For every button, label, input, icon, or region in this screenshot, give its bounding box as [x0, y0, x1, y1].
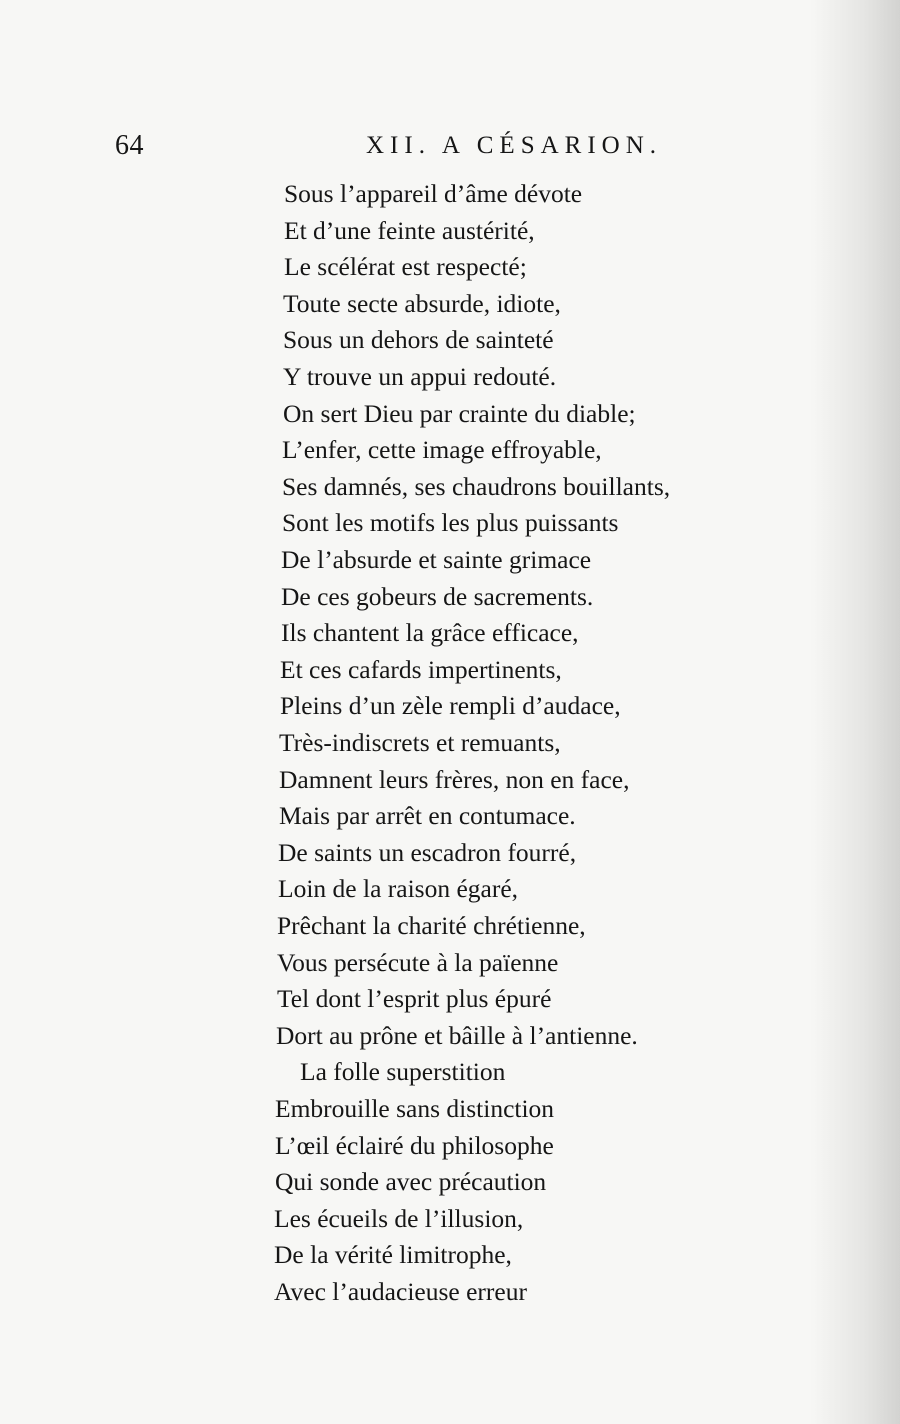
verse-line: L’enfer, cette image effroyable, — [282, 435, 602, 465]
verse-line: Et ces cafards impertinents, — [280, 654, 562, 684]
verse-line: Y trouve un appui redouté. — [283, 362, 557, 391]
verse-line: Dort au prône et bâille à l’antienne. — [276, 1020, 638, 1050]
verse-line: Sont les motifs les plus puissants — [282, 508, 619, 538]
verse-line: Vous persécute à la païenne — [277, 947, 559, 977]
verse-line: Pleins d’un zèle rempli d’audace, — [280, 691, 621, 721]
page-number: 64 — [115, 130, 144, 161]
verse-line: Ils chantent la grâce efficace, — [281, 618, 579, 648]
verse-line: Tel dont l’esprit plus épuré — [277, 984, 552, 1014]
verse-line: Sous un dehors de sainteté — [283, 325, 554, 355]
verse-line: De l’absurde et sainte grimace — [281, 545, 592, 574]
verse-line: De saints un escadron fourré, — [278, 837, 577, 867]
verse-line: De la vérité limitrophe, — [274, 1240, 512, 1270]
verse-line: De ces gobeurs de sacrements. — [281, 581, 594, 611]
verse-line: Qui sonde avec précaution — [275, 1167, 547, 1197]
verse-line: Damnent leurs frères, non en face, — [279, 764, 630, 794]
verse-line: Prêchant la charité chrétienne, — [277, 911, 586, 940]
verse-line: Sous l’appareil d’âme dévote — [284, 179, 583, 208]
verse-line: L’œil éclairé du philosophe — [275, 1130, 554, 1160]
verse-line: Ses damnés, ses chaudrons bouillants, — [282, 471, 671, 501]
verse-line: On sert Dieu par crainte du diable; — [283, 398, 636, 428]
verse-line: Toute secte absurde, idiote, — [283, 288, 561, 318]
verse-line: Loin de la raison égaré, — [278, 874, 519, 904]
verse-line: Le scélérat est respecté; — [284, 252, 527, 282]
verse-line: Embrouille sans distinction — [275, 1094, 555, 1123]
verse-line: Très-indiscrets et remuants, — [279, 728, 561, 757]
verse-line: Et d’une feinte austérité, — [284, 215, 535, 245]
verse-line: Avec l’audacieuse erreur — [274, 1277, 527, 1306]
verse-line: Les écueils de l’illusion, — [274, 1203, 524, 1233]
verse-line: Mais par arrêt en contumace. — [279, 801, 576, 831]
verse-line-indented: La folle superstition — [300, 1057, 506, 1087]
running-title: XII. A CÉSARION. — [366, 132, 663, 159]
poem-text — [0, 176, 900, 1316]
